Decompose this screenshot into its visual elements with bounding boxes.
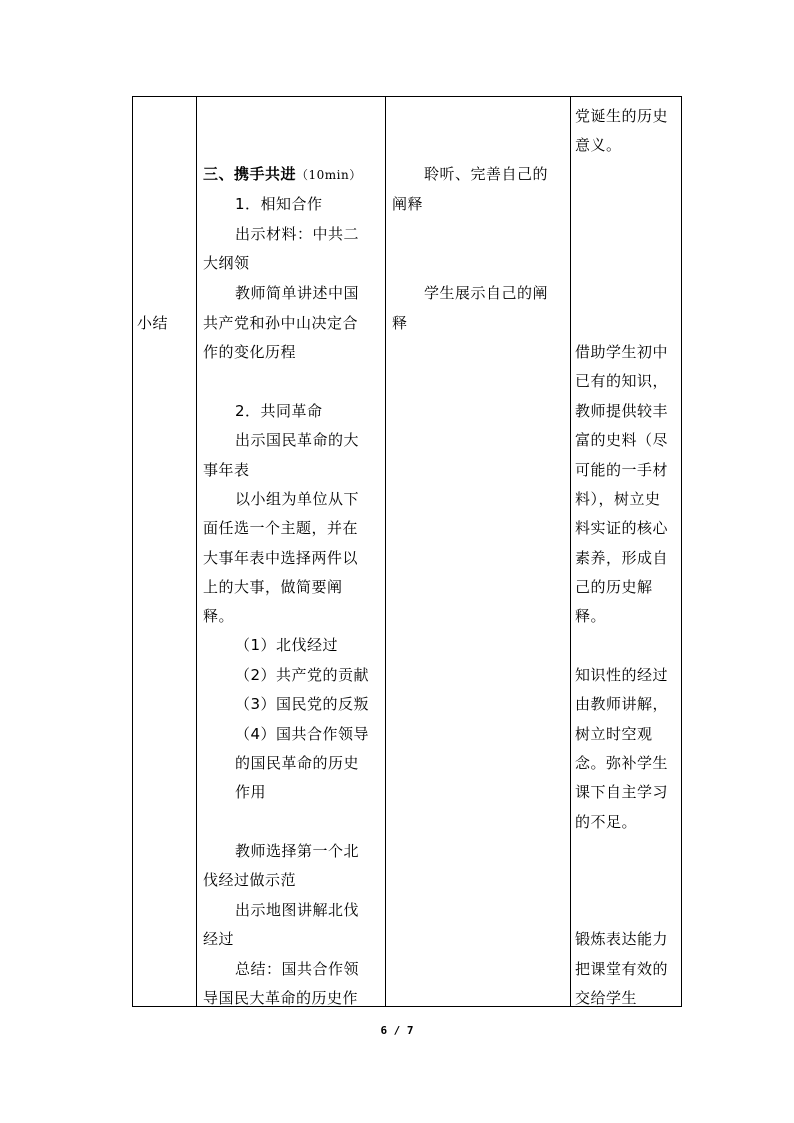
text-line: 总结：国共合作领: [235, 960, 360, 978]
text-line: 党诞生的历史: [575, 107, 669, 125]
text-line: 念。弥补学生: [575, 754, 669, 772]
text-line: 出示国民革命的大: [235, 431, 360, 449]
text-line: 释。: [203, 607, 235, 625]
table-row: [133, 97, 682, 1007]
page-indicator: 6 / 7: [380, 1024, 414, 1037]
text-line: 由教师讲解，: [575, 695, 669, 713]
text-line: 事年表: [203, 461, 250, 479]
text-line: 经过: [203, 930, 235, 948]
text-line: 作的变化历程: [203, 343, 297, 361]
text-line: 料），树立史: [575, 490, 661, 508]
text-line: 素养，形成自: [575, 549, 669, 567]
student-activity-cell: [386, 97, 571, 1007]
text-line: 释: [392, 314, 408, 332]
design-intent-cell: [571, 97, 682, 1007]
text-line: 交给学生: [575, 989, 638, 1007]
text-line: 知识性的经过: [575, 666, 669, 684]
topic-item: （2）共产党的贡献: [235, 666, 370, 684]
text-line: 己的历史解: [575, 578, 653, 596]
text-line: 面任选一个主题，并在: [203, 519, 359, 537]
text-line: 树立时空观: [575, 725, 653, 743]
text-line: 上的大事，做简要阐: [203, 578, 343, 596]
text-line: 教师提供较丰: [575, 402, 669, 420]
text-line: 伐经过做示范: [203, 871, 297, 889]
text-line: 富的史料（尽: [575, 431, 669, 449]
text-line: 意义。: [575, 136, 622, 154]
text-line: 课下自主学习: [575, 783, 669, 801]
section-time: （10min）: [296, 168, 362, 182]
text-line: 以小组为单位从下: [235, 490, 360, 508]
topic-item: （3）国民党的反叛: [235, 695, 370, 713]
text-line: 出示材料：中共二: [235, 225, 360, 243]
subsection-title: 1．相知合作: [235, 195, 323, 213]
text-line: 把课堂有效的: [575, 960, 669, 978]
topic-item: （1）北伐经过: [235, 636, 339, 654]
lesson-plan-table: [132, 96, 682, 1007]
text-line: 的国民革命的历史: [235, 754, 360, 772]
text-line: 教师选择第一个北: [235, 842, 360, 860]
text-line: 释。: [575, 607, 607, 625]
text-line: 锻炼表达能力: [575, 930, 669, 948]
text-line: 导国民大革命的历史作: [203, 989, 359, 1007]
text-line: 出示地图讲解北伐: [235, 901, 360, 919]
text-line: 的不足。: [575, 813, 638, 831]
subsection-title: 2．共同革命: [235, 402, 323, 420]
text-line: 大纲领: [203, 254, 250, 272]
text-line: 聆听、完善自己的: [424, 165, 549, 183]
section-title: 三、携手共进: [203, 165, 297, 183]
text-line: 大事年表中选择两件以: [203, 549, 359, 567]
text-line: 阐释: [392, 195, 424, 213]
text-line: 作用: [235, 783, 267, 801]
teaching-activity-cell: [197, 97, 386, 1007]
text-line: 料实证的核心: [575, 519, 669, 537]
section-heading: [203, 164, 362, 185]
text-line: 学生展示自己的阐: [424, 284, 549, 302]
text-line: 可能的一手材: [575, 461, 669, 479]
text-line: 共产党和孙中山决定合: [203, 314, 359, 332]
text-line: 教师简单讲述中国: [235, 284, 360, 302]
topic-item: （4）国共合作领导: [235, 725, 370, 743]
text-line: 已有的知识，: [575, 372, 669, 390]
text-line: 借助学生初中: [575, 343, 669, 361]
row-label-cell: [133, 97, 197, 1007]
row-label: 小结: [137, 314, 169, 332]
